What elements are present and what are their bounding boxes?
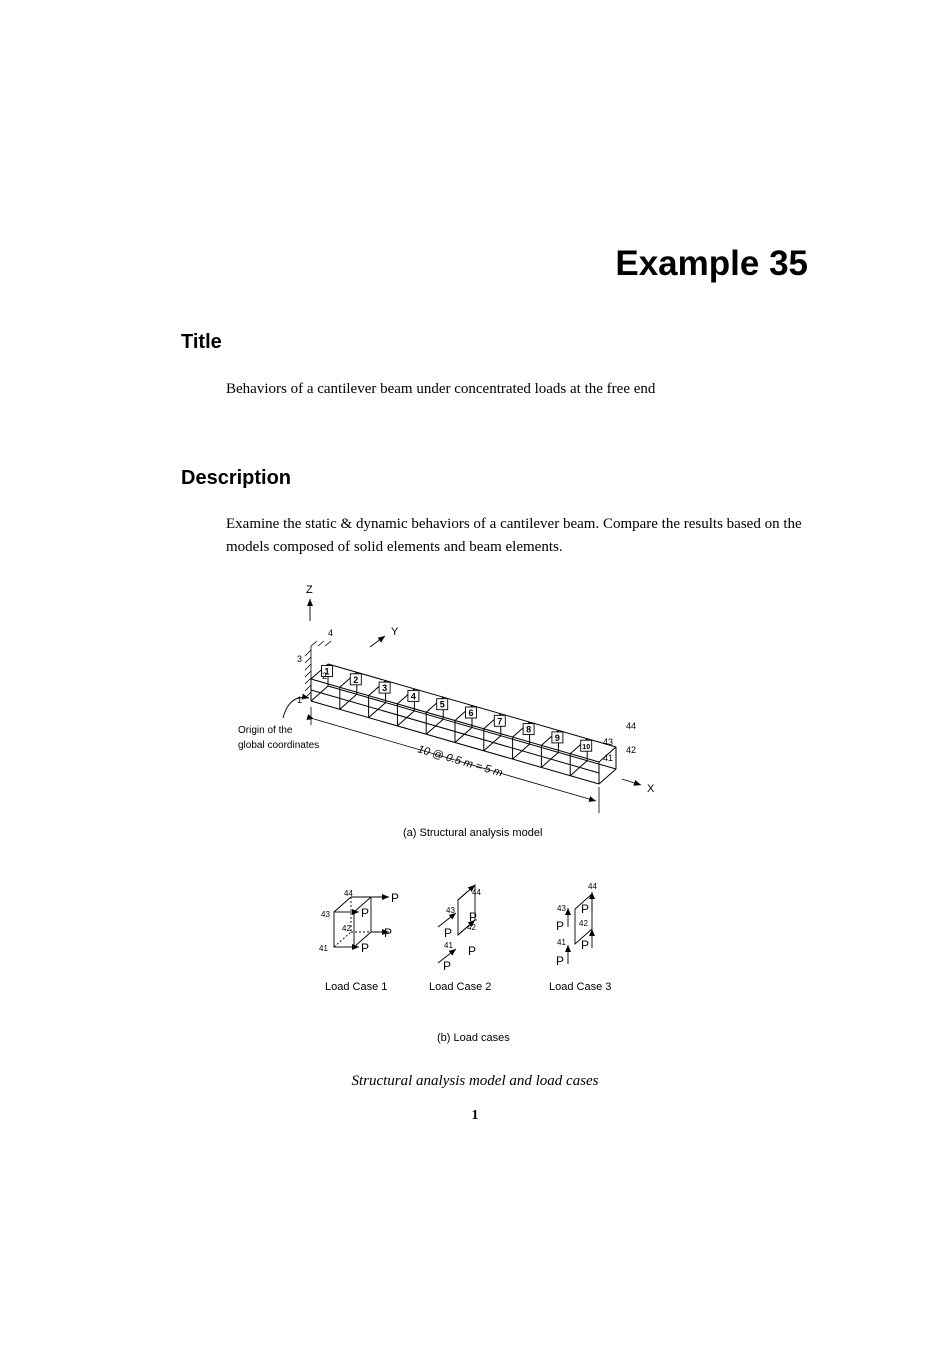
element-box-8 xyxy=(523,724,534,735)
node-4-label: 4 xyxy=(328,628,334,638)
lc2-node-41: 41 xyxy=(444,941,453,950)
element-box-3 xyxy=(379,682,390,693)
lc1-load-p-2: P xyxy=(361,906,370,920)
description-text: Examine the static & dynamic behaviors of a cantilever beam. Compare the results based on the models composed of solid elements and beam elements. xyxy=(226,516,802,555)
axis-z-label: Z xyxy=(306,584,313,596)
lc3-load-p-2: P xyxy=(556,919,565,933)
lc3-load-p-4: P xyxy=(556,954,565,968)
lc1-node-42: 42 xyxy=(342,924,351,933)
element-labels xyxy=(322,666,592,752)
load-case-3-label: Load Case 3 xyxy=(549,981,612,993)
page-number: 1 xyxy=(471,1108,479,1123)
load-case-1-label: Load Case 1 xyxy=(325,981,388,993)
axis-y xyxy=(370,626,399,647)
element-box-6 xyxy=(466,707,477,718)
lc2-load-p-3: P xyxy=(468,944,477,958)
axis-z xyxy=(306,584,313,621)
lc3-node-43: 43 xyxy=(557,904,566,913)
node-1-label: 1 xyxy=(297,695,303,705)
element-box-4 xyxy=(408,690,419,701)
load-case-1-diagram xyxy=(334,897,389,947)
lc3-load-p-3: P xyxy=(581,938,590,952)
element-box-10 xyxy=(581,740,592,751)
lc2-load-p-1: P xyxy=(469,910,478,924)
description-heading: Description xyxy=(181,467,292,489)
model-caption: (a) Structural analysis model xyxy=(403,827,543,839)
lc3-load-p-1: P xyxy=(581,902,590,916)
element-box-9 xyxy=(552,732,563,743)
lc1-load-p-1: P xyxy=(391,891,400,905)
element-box-7 xyxy=(494,715,505,726)
node-42-label: 42 xyxy=(626,745,637,755)
origin-label-line1: Origin of the xyxy=(238,725,293,736)
element-number-5: 5 xyxy=(439,699,445,710)
figure xyxy=(225,575,695,1055)
load-case-1-labels xyxy=(319,889,399,955)
structural-figure xyxy=(225,575,695,1055)
element-number-4: 4 xyxy=(410,691,416,702)
origin-annotation xyxy=(238,697,319,751)
lc2-load-p-4: P xyxy=(443,959,452,973)
node-43-label: 43 xyxy=(603,737,614,747)
node-44-label: 44 xyxy=(626,721,637,731)
node-41-label: 41 xyxy=(603,753,614,763)
lc2-load-p-2: P xyxy=(444,926,453,940)
load-case-2-labels xyxy=(443,888,481,973)
element-box-2 xyxy=(350,674,361,685)
lc1-node-43: 43 xyxy=(321,910,330,919)
lc2-node-43: 43 xyxy=(446,906,455,915)
node-3-label: 3 xyxy=(297,654,303,664)
element-number-10: 10 xyxy=(582,744,591,752)
element-number-9: 9 xyxy=(554,732,560,743)
lc2-node-42: 42 xyxy=(467,923,476,932)
lc1-load-p-4: P xyxy=(361,941,370,955)
element-number-2: 2 xyxy=(353,674,359,685)
lc1-node-44: 44 xyxy=(344,889,353,898)
title-text: Behaviors of a cantilever beam under concentrated loads at the free end xyxy=(226,381,656,397)
element-number-1: 1 xyxy=(324,666,330,677)
lc3-node-44: 44 xyxy=(588,882,597,891)
lc1-node-41: 41 xyxy=(319,944,328,953)
lc3-node-41: 41 xyxy=(557,938,566,947)
lc3-node-42: 42 xyxy=(579,919,588,928)
node-2-label: 2 xyxy=(322,671,328,681)
load-case-2-label: Load Case 2 xyxy=(429,981,492,993)
figure-caption: Structural analysis model and load cases xyxy=(351,1073,599,1089)
title-heading: Title xyxy=(181,331,222,353)
lc2-node-44: 44 xyxy=(472,888,481,897)
axis-y-label: Y xyxy=(391,626,399,638)
axis-x-label: X xyxy=(647,783,655,795)
element-number-8: 8 xyxy=(526,724,532,735)
origin-label-line2: global coordinates xyxy=(238,740,320,751)
element-number-3: 3 xyxy=(382,683,388,694)
axis-x xyxy=(622,779,655,795)
element-number-7: 7 xyxy=(497,716,503,727)
dimension-label: 10 @ 0.5 m = 5 m xyxy=(416,743,504,780)
element-box-5 xyxy=(437,699,448,710)
element-number-6: 6 xyxy=(468,708,474,718)
lc1-load-p-3: P xyxy=(384,926,393,940)
example-title: Example 35 xyxy=(615,244,808,283)
load-cases-caption: (b) Load cases xyxy=(437,1032,510,1044)
